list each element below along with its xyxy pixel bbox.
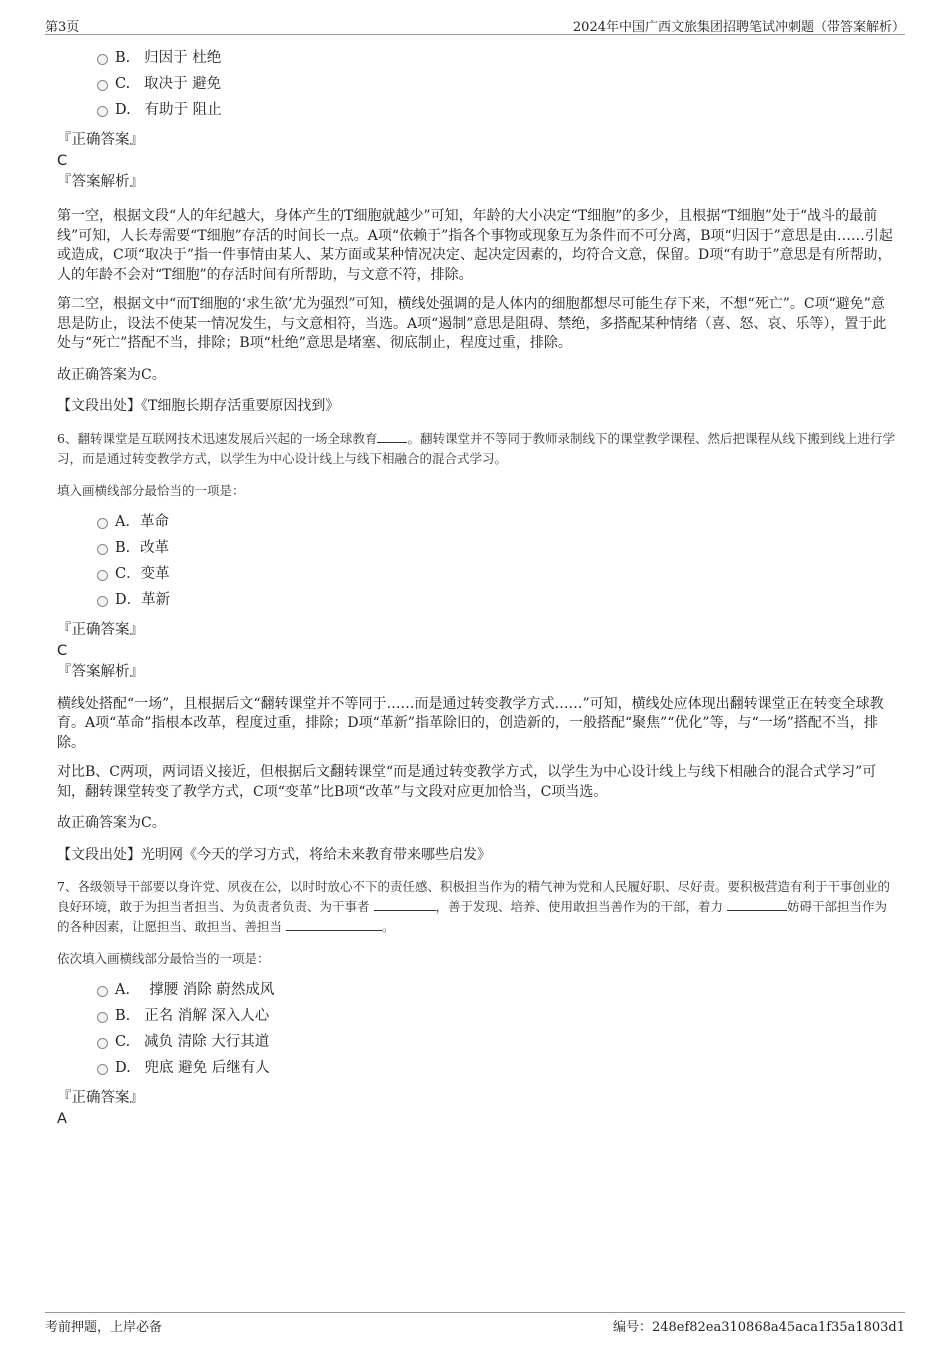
option-item[interactable]: A．革命	[57, 509, 897, 535]
analysis-paragraph: 对比B、C两项，两词语义接近，但根据后文翻转课堂“而是通过转变教学方式，以学生为中心设计线上与线下相融合的混合式学习”可知，翻转课堂转变了教学方式，C项“变革”比B项“改革”与文段对应更加恰当，C项当选。	[57, 764, 877, 800]
analysis-conclusion: 故正确答案为C。	[57, 815, 166, 831]
radio-icon[interactable]	[97, 518, 108, 529]
source-citation: 【文段出处】《T细胞长期存活重要原因找到》	[57, 398, 340, 414]
radio-icon[interactable]	[97, 54, 108, 65]
analysis-label: 『答案解析』	[57, 663, 144, 680]
source-citation: 【文段出处】光明网《今天的学习方式，将给未来教育带来哪些启发》	[57, 846, 491, 863]
option-item[interactable]: B．改革	[57, 535, 897, 561]
question-prompt: 依次填入画横线部分最恰当的一项是：	[57, 951, 270, 966]
option-item[interactable]: D. 兜底 避免 后继有人	[57, 1055, 897, 1081]
option-item[interactable]: D．革新	[57, 587, 897, 613]
radio-icon[interactable]	[97, 1064, 108, 1075]
option-item[interactable]: C. 取决于 避免	[57, 71, 897, 97]
radio-icon[interactable]	[97, 544, 108, 555]
answer-label: 『正确答案』	[57, 1090, 144, 1106]
radio-icon[interactable]	[97, 80, 108, 91]
page-footer	[45, 1312, 905, 1335]
question-text: 7、各级领导干部要以身许党、夙夜在公，以时时放心不下的责任感、积极担当作为的精气神为党和人民履好职、尽好责。要积极营造有利于干事创业的良好环境，敢于为担当者担当、为负责者负责、为干事者 ，善于发现、培养、使用敢担当善作为的干部，着力 妨碍干部担当作为的各种因素，让愿担当、敢担当、善担当 。	[57, 879, 890, 934]
option-item[interactable]: A． 撑腰 消除 蔚然成风	[57, 977, 897, 1003]
option-item[interactable]: C．变革	[57, 561, 897, 587]
answer-value: C	[57, 642, 68, 659]
answer-label: 『正确答案』	[57, 132, 144, 148]
q6-options	[57, 509, 897, 613]
document-title: 2024年中国广西文旅集团招聘笔试冲刺题（带答案解析）	[572, 20, 905, 35]
answer-value: C	[57, 153, 68, 169]
radio-icon[interactable]	[97, 106, 108, 117]
page-number: 第3页	[45, 20, 80, 35]
document-id: 编号：248ef82ea310868a45aca1f35a1803d1	[612, 1320, 905, 1335]
analysis-conclusion: 故正确答案为C。	[57, 366, 166, 383]
q5-options	[57, 45, 897, 123]
option-item[interactable]: B. 正名 消解 深入人心	[57, 1003, 897, 1029]
radio-icon[interactable]	[97, 596, 108, 607]
question-text: 6、翻转课堂是互联网技术迅速发展后兴起的一场全球教育 。翻转课堂并不等同于教师录制线下的课堂教学课程、然后把课程从线下搬到线上进行学习，而是通过转变教学方式，以学生为中心设计线上与线下相融合的混合式学习。	[57, 430, 895, 466]
analysis-label: 『答案解析』	[57, 174, 144, 190]
option-item[interactable]: C. 减负 清除 大行其道	[57, 1029, 897, 1055]
footer-slogan: 考前押题，上岸必备	[45, 1320, 163, 1335]
answer-value: A	[57, 1111, 67, 1127]
question-prompt: 填入画横线部分最恰当的一项是：	[57, 482, 245, 498]
radio-icon[interactable]	[97, 1012, 108, 1023]
analysis-paragraph: 横线处搭配“一场”，且根据后文“翻转课堂并不等同于……而是通过转变教学方式……”可知，横线处应体现出翻转课堂正在转变全球教育。A项“革命”指根本改革，程度过重，排除；D项“革新”指革除旧的，创造新的，一般搭配“聚焦”“优化”等，与“一场”搭配不当，排除。	[57, 695, 884, 751]
radio-icon[interactable]	[97, 986, 108, 997]
radio-icon[interactable]	[97, 1038, 108, 1049]
q7-options	[57, 977, 897, 1081]
analysis-paragraph: 第一空，根据文段“人的年纪越大，身体产生的T细胞就越少”可知，年龄的大小决定“T细胞”的多少，且根据“T细胞”处于“战斗的最前线”可知，人长寿需要“T细胞”存活的时间长一点。A项“依赖于”指各个事物或现象互为条件而不可分离，B项“归因于”意思是由……引起或造成，C项“取决于”指一件事情由某人、某方面或某种情况决定、起决定因素的，均符合文意，保留。D项“有助于”意思是有所帮助，人的年龄不会对“T细胞”的存活时间有所帮助，与文意不符，排除。	[57, 208, 893, 283]
analysis-paragraph: 第二空，根据文中“而T细胞的‘求生欲’尤为强烈”可知，横线处强调的是人体内的细胞都想尽可能生存下来，不想“死亡”。C项“避免”意思是防止，设法不使某一情况发生，与文意相符，当选。A项“遏制”意思是阻碍、禁绝，多搭配某种情绪（喜、怒、哀、乐等），置于此处与“死亡”搭配不当，排除；B项“杜绝”意思是堵塞、彻底制止，程度过重，排除。	[57, 296, 887, 351]
answer-label: 『正确答案』	[57, 621, 144, 638]
page-header	[45, 14, 905, 35]
option-item[interactable]: B. 归因于 杜绝	[57, 45, 897, 71]
radio-icon[interactable]	[97, 570, 108, 581]
option-item[interactable]: D. 有助于 阻止	[57, 97, 897, 123]
page-content	[57, 45, 897, 1129]
